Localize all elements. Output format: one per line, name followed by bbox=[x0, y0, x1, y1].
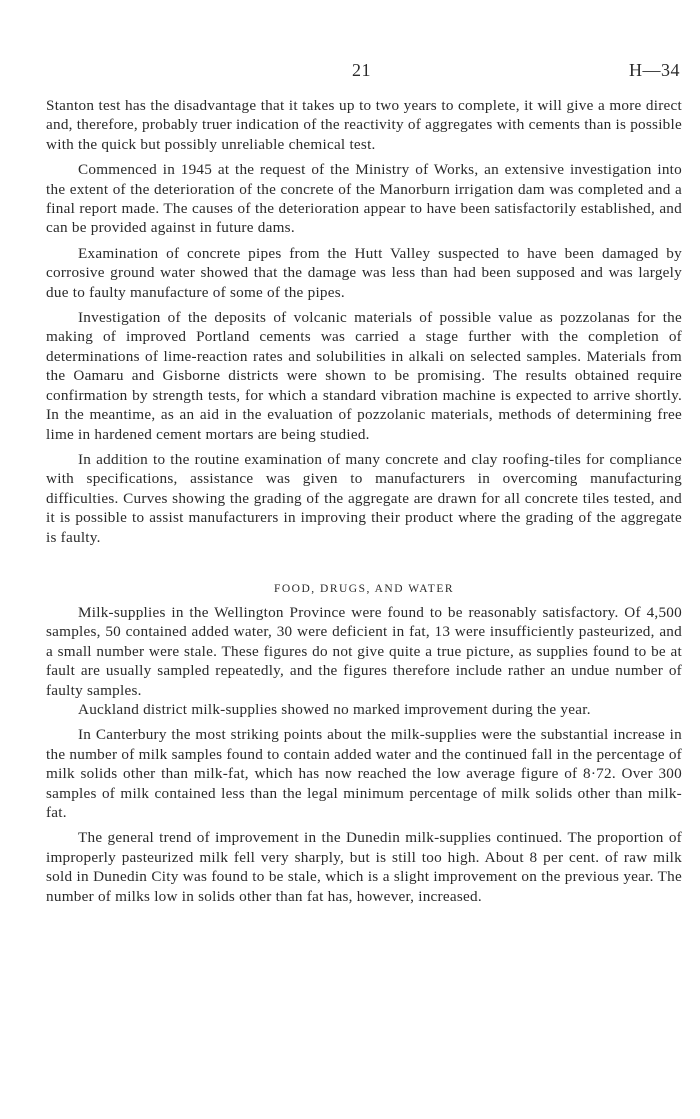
page-number: 21 bbox=[352, 60, 371, 80]
paragraph-wellington-milk: Milk-supplies in the Wellington Province were found to be reasonably satisfactory. Of 4,500 samples, 50 contained added water, 30 were deficient in fat, 13 were insufficiently pasteurized, and a small number were stale. These figures do not give quite a true picture, as supplies found to be at fault are usually sampled repeatedly, and the figures therefore include rather an undue number of faulty samples. bbox=[46, 603, 682, 699]
paragraph-canterbury-milk: In Canterbury the most striking points about the milk-supplies were the substantial increase in the number of milk samples found to contain added water and the continued fall in the percentage of milk solids other than milk-fat, which has now reached the low average figure of 8·72. Over 300 samples of milk contained less than the legal minimum percentage of milk solids other than milk-fat. bbox=[46, 726, 682, 821]
paragraph-auckland-milk: Auckland district milk-supplies showed no marked improvement during the year. bbox=[78, 700, 591, 718]
paragraph-dunedin-milk: The general trend of improvement in the Dunedin milk-supplies continued. The proportion of improperly pasteurized milk fell very sharply, but is still too high. About 8 per cent. of raw milk sold in Dunedin City was found to be stale, which is a slight improvement on the previous year. The number of milks low in solids other than fat has, however, increased. bbox=[46, 829, 682, 905]
page-header bbox=[46, 60, 682, 86]
paragraph-manorburn-dam: Commenced in 1945 at the request of the Ministry of Works, an extensive investigation into the extent of the deterioration of the concrete of the Manorburn irrigation dam was completed and a final report made. The causes of the deterioration appear to have been satisfactorily established, and can be provided against in future dams. bbox=[46, 161, 682, 237]
paragraph-stanton-test: Stanton test has the disadvantage that it takes up to two years to complete, it will give a more direct and, therefore, probably truer indication of the reactivity of aggregates with cements than is possible with the quick but possibly unreliable chemical test. bbox=[46, 97, 682, 153]
paragraph-roofing-tiles: In addition to the routine examination of many concrete and clay roofing-tiles for compliance with specifications, assistance was given to manufacturers in overcoming manufacturing difficulties. Curves showing the grading of the aggregate are drawn for all concrete tiles tested, and it is possible to assist manufacturers in improving their product where the grading of the aggregate is faulty. bbox=[46, 450, 682, 546]
paragraph-hutt-valley-pipes: Examination of concrete pipes from the Hutt Valley suspected to have been damaged by corrosive ground water showed that the damage was less than had been supposed and was largely due to faulty manufacture of some of the pipes. bbox=[46, 244, 682, 301]
paragraph-pozzolanas: Investigation of the deposits of volcanic materials of possible value as pozzolanas for the making of improved Portland cements was carried a stage further with the completion of determinations of lime-reaction rates and solubilities in alkali on selected samples. Materials from the Oamaru and Gisborne districts were shown to be promising. The results obtained require confirmation by strength tests, for which a standard vibration machine is expected to arrive shortly. In the meantime, as an aid in the evaluation of pozzolanic materials, methods of determining free lime in hardened cement mortars are being studied. bbox=[46, 309, 682, 443]
paper-reference: H—34 bbox=[629, 60, 680, 80]
document-page bbox=[46, 60, 682, 906]
section-heading: FOOD, DRUGS, AND WATER bbox=[273, 582, 455, 595]
